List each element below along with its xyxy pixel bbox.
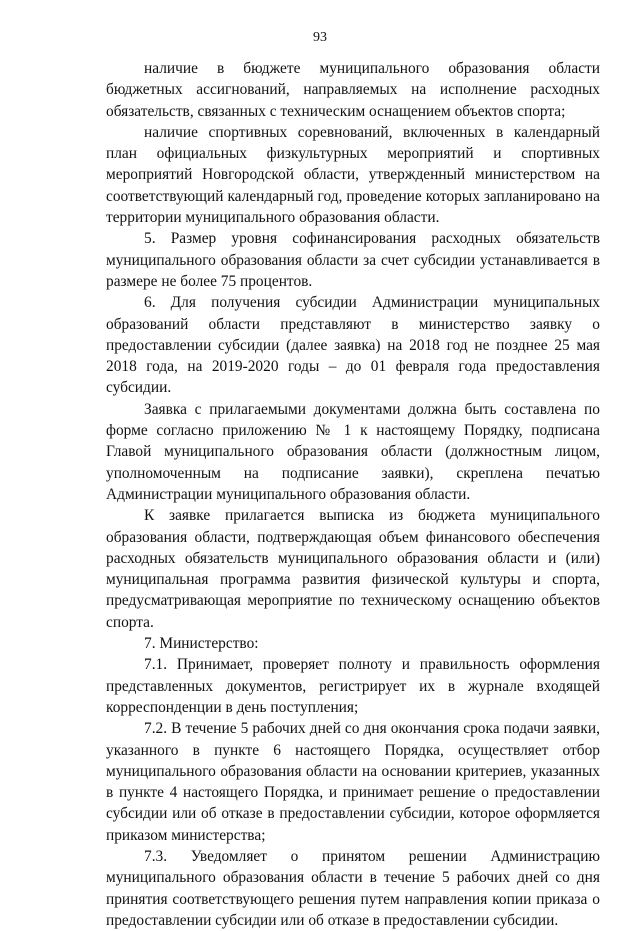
page-number: 93 (313, 30, 327, 45)
paragraph-ministry-heading: 7. Министерство: (144, 635, 259, 653)
paragraph-application-attachments: К заявке прилагается выписка из бюджета муниципального образования области, подтверждающая объем финансового обеспечения расходных обязательств муниципального образования области и (или) муниципальная программа развития физической культуры и спорта, предусматривающая мероприятие по техническому оснащению объектов спорта. (106, 507, 600, 631)
document-body (106, 58, 600, 931)
paragraph-item-7-1: 7.1. Принимает, проверяет полноту и правильность оформления представленных документов, регистрирует их в журнале входящей корреспонденции в день поступления; (106, 656, 600, 716)
paragraph-item-7-3: 7.3. Уведомляет о принятом решении Администрацию муниципального образования области в течение 5 рабочих дней со дня принятия соответствующего решения путем направления копии приказа о предоставлении субсидии или об отказе в предоставлении субсидии. (106, 847, 600, 929)
paragraph-application-submission: 6. Для получения субсидии Администрации муниципальных образований области представляют в министерство заявку о предоставлении субсидии (далее заявка) на 2018 год не позднее 25 мая 2018 года, на 2019-2020 годы – до 01 февраля года предоставления субсидии. (106, 294, 600, 397)
paragraph-application-form: Заявка с прилагаемыми документами должна быть составлена по форме согласно приложению № 1 к настоящему Порядку, подписана Главой муниципального образования области (должностным лицом, уполномоченным на подписание заявки), скреплена печатью Администрации муниципального образования области. (106, 400, 600, 503)
paragraph-cofinancing-level: 5. Размер уровня софинансирования расходных обязательств муниципального образования области за счет субсидии устанавливается в размере не более 75 процентов. (106, 230, 600, 290)
paragraph-item-7-2: 7.2. В течение 5 рабочих дней со дня окончания срока подачи заявки, указанного в пункте 6 настоящего Порядка, осуществляет отбор муниципального образования области на основании критериев, указанных в пункте 4 настоящего Порядка, и принимает решение о предоставлении субсидии или об отказе в предоставлении субсидии, которое оформляется приказом министерства; (106, 720, 600, 844)
paragraph-budget-availability: наличие в бюджете муниципального образования области бюджетных ассигнований, направляемых на исполнение расходных обязательств, связанных с техническим оснащением объектов спорта; (106, 60, 600, 120)
paragraph-sport-events: наличие спортивных соревнований, включенных в календарный план официальных физкультурных мероприятий и спортивных мероприятий Новгородской области, утвержденный министерством на соответствующий календарный год, проведение которых запланировано на территории муниципального образования области. (106, 123, 600, 227)
